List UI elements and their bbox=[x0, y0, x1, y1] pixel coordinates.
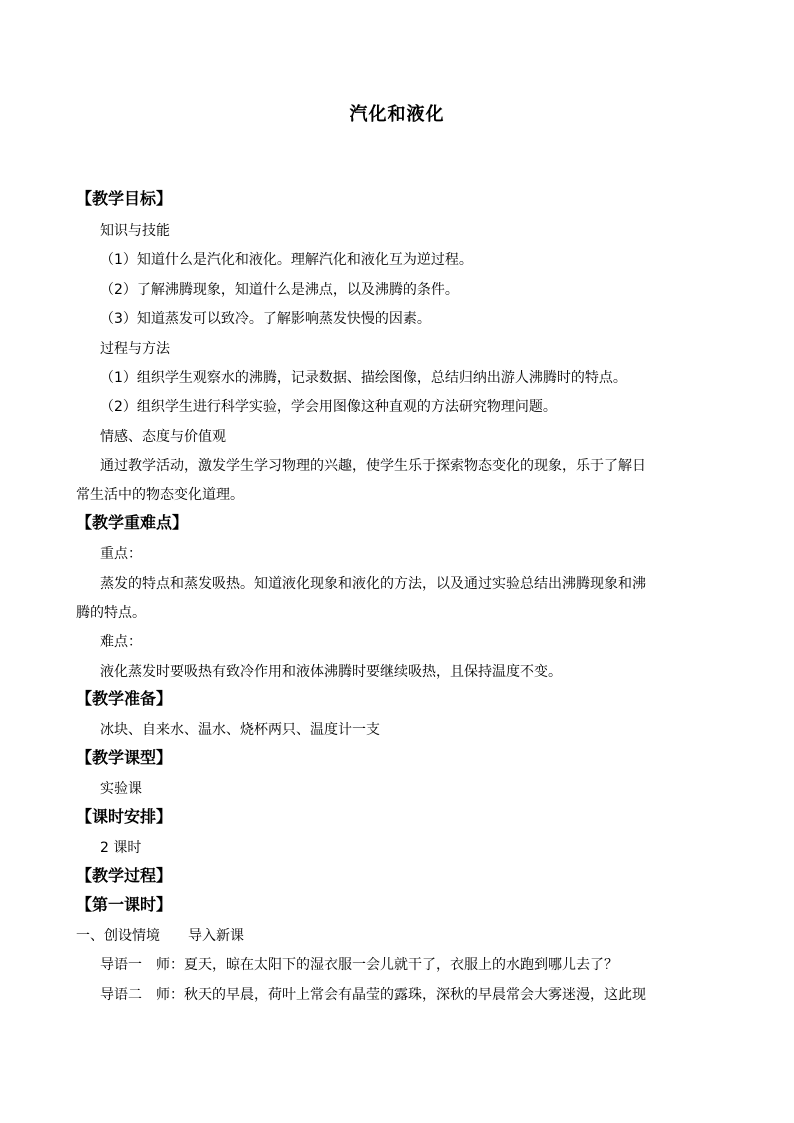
paragraph-line: 冰块、自来水、温水、烧杯两只、温度计一支 bbox=[100, 722, 380, 738]
process-item: （2）组织学生进行科学实验，学会用图像这种直观的方法研究物理问题。 bbox=[100, 399, 557, 415]
section-heading-first-lesson: 【第一课时】 bbox=[76, 895, 173, 914]
subheading-focus: 重点： bbox=[100, 546, 142, 562]
section-heading-schedule: 【课时安排】 bbox=[76, 807, 173, 826]
section-heading-lesson-type: 【教学课型】 bbox=[76, 748, 173, 767]
paragraph-line: 腾的特点。 bbox=[76, 605, 146, 621]
knowledge-item: （1）知道什么是汽化和液化。理解汽化和液化互为逆过程。 bbox=[100, 252, 473, 268]
section-heading-preparation: 【教学准备】 bbox=[76, 689, 173, 708]
paragraph-line: 2 课时 bbox=[100, 840, 142, 856]
paragraph-line: 蒸发的特点和蒸发吸热。知道液化现象和液化的方法，以及通过实验总结出沸腾现象和沸 bbox=[100, 576, 646, 592]
paragraph-line: 实验课 bbox=[100, 781, 142, 797]
section-heading-process: 【教学过程】 bbox=[76, 866, 173, 885]
subheading-difficulty: 难点： bbox=[100, 634, 142, 650]
subheading-emotion: 情感、态度与价值观 bbox=[100, 429, 226, 445]
knowledge-item: （2）了解沸腾现象，知道什么是沸点，以及沸腾的条件。 bbox=[100, 282, 459, 298]
paragraph-line: 液化蒸发时要吸热有致冷作用和液体沸腾时要继续吸热，且保持温度不变。 bbox=[100, 664, 562, 680]
subheading-knowledge: 知识与技能 bbox=[100, 223, 170, 239]
paragraph-line: 导语一 师：夏天，晾在太阳下的湿衣服一会儿就干了，衣服上的水跑到哪儿去了？ bbox=[100, 957, 618, 973]
paragraph-line: 常生活中的物态变化道理。 bbox=[76, 487, 244, 503]
section-heading-key-points: 【教学重难点】 bbox=[76, 513, 189, 532]
step-title: 一、创设情境 导入新课 bbox=[76, 928, 244, 944]
subheading-process: 过程与方法 bbox=[100, 341, 170, 357]
paragraph-line: 通过教学活动，激发学生学习物理的兴趣，使学生乐于探索物态变化的现象，乐于了解日 bbox=[100, 458, 646, 474]
knowledge-item: （3）知道蒸发可以致冷。了解影响蒸发快慢的因素。 bbox=[100, 311, 431, 327]
document-title: 汽化和液化 bbox=[349, 104, 445, 125]
section-heading-goals: 【教学目标】 bbox=[76, 189, 173, 208]
process-item: （1）组织学生观察水的沸腾，记录数据、描绘图像，总结归纳出游人沸腾时的特点。 bbox=[100, 370, 627, 386]
paragraph-line: 导语二 师：秋天的早晨，荷叶上常会有晶莹的露珠，深秋的早晨常会大雾迷漫，这此现 bbox=[100, 987, 646, 1003]
